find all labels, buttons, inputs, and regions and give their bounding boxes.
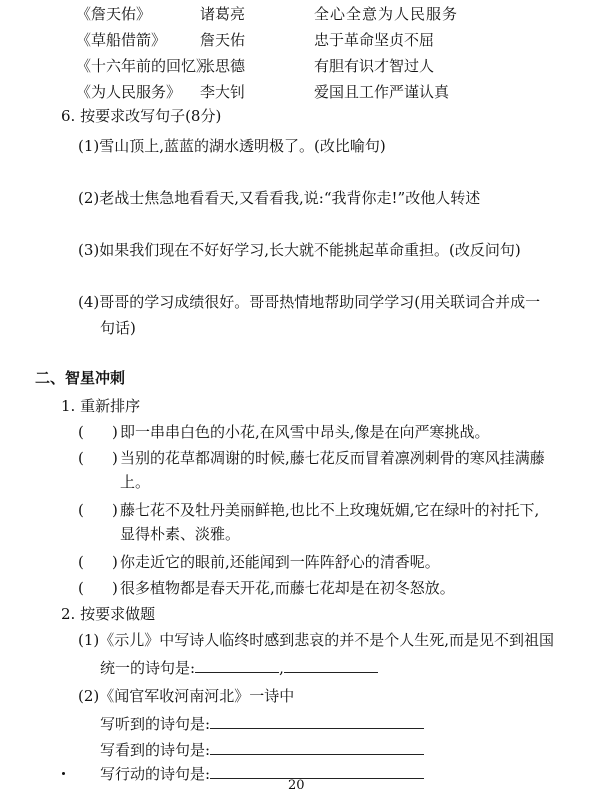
sort-item-continued: 上。	[120, 473, 151, 491]
answer-paren-open: (	[78, 501, 84, 519]
question-2-2-label: 写看到的诗句是:	[100, 741, 211, 759]
quality-phrase: 全心全意为人民服务	[314, 5, 459, 23]
answer-blank[interactable]	[210, 738, 424, 755]
question-6-item: (2)老战士焦急地看看天,又看看我,说:“我背你走!”改他人转述	[78, 189, 481, 207]
book-title: 《十六年前的回忆》	[76, 57, 212, 75]
answer-paren-open: (	[78, 579, 84, 597]
question-2-2-line	[100, 738, 424, 760]
author-name: 诸葛亮	[200, 5, 246, 23]
quality-phrase: 有胆有识才智过人	[314, 57, 435, 75]
question-2-2-label: 写行动的诗句是:	[100, 765, 211, 783]
question-2-2-title: (2)《闻官军收河南河北》一诗中	[78, 687, 295, 705]
answer-paren-open: (	[78, 423, 84, 441]
page-number: 20	[288, 778, 305, 793]
answer-paren-close: )	[112, 501, 118, 519]
author-name: 张思德	[200, 57, 246, 75]
answer-paren-close: )	[112, 449, 118, 467]
author-name: 詹天佑	[200, 31, 246, 49]
answer-blank[interactable]	[284, 656, 378, 673]
question-6-item: (4)哥哥的学习成绩很好。哥哥热情地帮助同学学习(用关联词合并成一	[78, 293, 541, 311]
question-2-1-prompt: (1)《示儿》中写诗人临终时感到悲哀的并不是个人生死,而是见不到祖国	[78, 631, 555, 649]
question-6-item: (3)如果我们现在不好好学习,长大就不能挑起革命重担。(改反问句)	[78, 241, 521, 259]
question-2-2-line	[100, 712, 424, 734]
question-1-title: 1. 重新排序	[61, 397, 141, 415]
question-6-title: 6. 按要求改写句子(8分)	[61, 107, 222, 125]
question-2-title: 2. 按要求做题	[61, 605, 156, 623]
question-6-item-continued: 句话)	[100, 319, 136, 337]
question-2-1-label: 统一的诗句是:	[100, 659, 196, 677]
sort-item: 当别的花草都凋谢的时候,藤七花反而冒着凛冽刺骨的寒风挂满藤	[120, 449, 545, 467]
sort-item-continued: 显得朴素、淡雅。	[120, 525, 241, 543]
sort-item: 你走近它的眼前,还能闻到一阵阵舒心的清香呢。	[120, 553, 440, 571]
section-title: 二、智星冲刺	[35, 369, 126, 387]
question-2-2-label: 写听到的诗句是:	[100, 715, 211, 733]
book-title: 《为人民服务》	[76, 83, 182, 101]
answer-paren-open: (	[78, 449, 84, 467]
quality-phrase: 忠于革命坚贞不屈	[314, 31, 435, 49]
question-2-1-prompt-continued: 统一的诗句是: ,	[100, 656, 378, 678]
answer-blank[interactable]	[195, 656, 279, 673]
sort-item: 很多植物都是春天开花,而藤七花却是在初冬怒放。	[120, 579, 455, 597]
answer-blank[interactable]	[210, 712, 424, 729]
answer-blank[interactable]	[210, 762, 424, 779]
sort-item: 藤七花不及牡丹美丽鲜艳,也比不上玫瑰妩媚,它在绿叶的衬托下,	[120, 501, 540, 519]
answer-paren-close: )	[112, 423, 118, 441]
book-title: 《詹天佑》	[76, 5, 152, 23]
answer-paren-close: )	[112, 579, 118, 597]
sort-item: 即一串串白色的小花,在风雪中昂头,像是在向严寒挑战。	[120, 423, 490, 441]
question-6-item: (1)雪山顶上,蓝蓝的湖水透明极了。(改比喻句)	[78, 137, 386, 155]
author-name: 李大钊	[200, 83, 246, 101]
stray-mark	[62, 772, 65, 775]
answer-paren-open: (	[78, 553, 84, 571]
answer-paren-close: )	[112, 553, 118, 571]
book-title: 《草船借箭》	[76, 31, 167, 49]
quality-phrase: 爱国且工作严谨认真	[314, 83, 450, 101]
